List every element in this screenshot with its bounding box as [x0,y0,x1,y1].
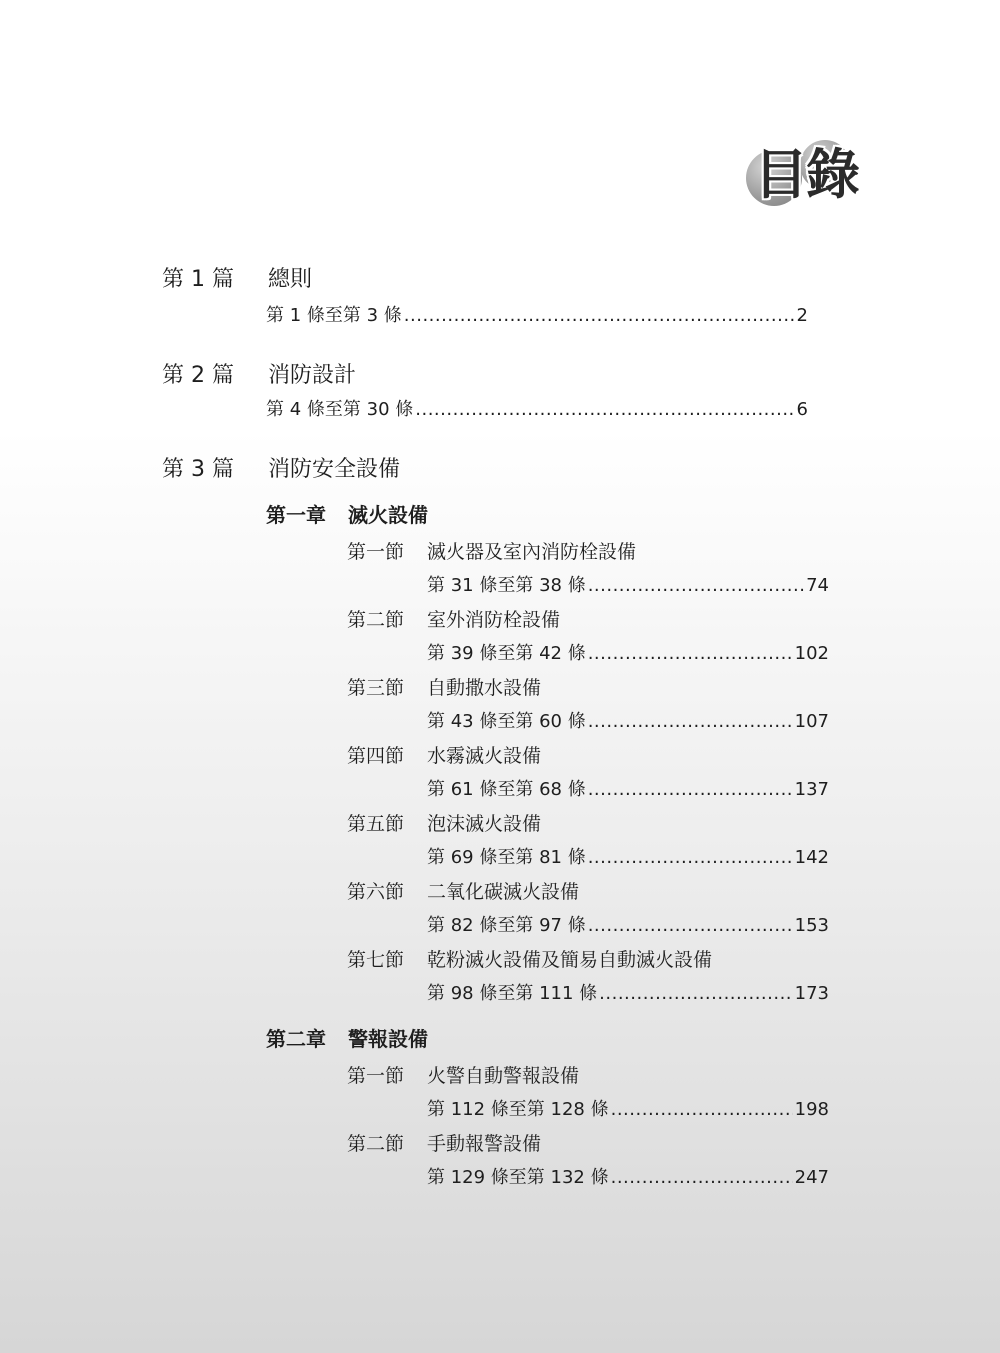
toc-entry-page: 6 [796,399,808,420]
chapter-2-title: 警報設備 [348,1027,428,1051]
section-title: 水霧滅火設備 [427,745,542,767]
leader-dots [415,398,794,422]
section-label: 第六節 [347,881,405,903]
section-title: 乾粉滅火設備及簡易自動滅火設備 [427,949,713,971]
part-1-title: 總則 [268,267,313,292]
toc-entry-section-2-1[interactable] [427,1098,829,1122]
chapter-2-heading [266,1026,428,1052]
chapter-2-label: 第二章 [266,1027,326,1051]
toc-entry-section-2-2[interactable] [427,1166,829,1190]
section-title: 自動撒水設備 [427,677,542,699]
section-title: 泡沫滅火設備 [427,813,542,835]
section-2-2-heading [347,1132,542,1156]
leader-dots [588,846,793,870]
leader-dots [611,1098,793,1122]
chapter-1-title: 滅火設備 [348,503,428,527]
section-title: 二氧化碳滅火設備 [427,881,580,903]
section-2-1-heading [347,1064,580,1088]
toc-entry-page: 153 [794,915,829,936]
toc-entry-part-1[interactable] [266,304,808,328]
toc-entry-text: 第 4 條至第 30 條 [266,399,414,420]
chapter-1-label: 第一章 [266,503,326,527]
toc-entry-text: 第 61 條至第 68 條 [427,779,586,800]
leader-dots [588,914,793,938]
part-3-title: 消防安全設備 [268,457,401,482]
leader-dots [611,1166,793,1190]
toc-entry-page: 74 [806,575,829,596]
toc-entry-text: 第 43 條至第 60 條 [427,711,586,732]
toc-entry-section-1-2[interactable] [427,642,829,666]
toc-entry-text: 第 69 條至第 81 條 [427,847,586,868]
section-label: 第一節 [347,541,405,563]
toc-entry-page: 142 [794,847,829,868]
toc-heading [746,140,876,210]
toc-entry-section-1-4[interactable] [427,778,829,802]
leader-dots [588,642,793,666]
toc-entry-page: 2 [796,305,808,326]
toc-entry-text: 第 39 條至第 42 條 [427,643,586,664]
leader-dots [588,710,793,734]
toc-entry-text: 第 31 條至第 38 條 [427,575,586,596]
section-label: 第一節 [347,1065,405,1087]
toc-entry-page: 198 [794,1099,829,1120]
section-1-1-heading [347,540,637,564]
toc-entry-section-1-7[interactable] [427,982,829,1006]
toc-heading-text: 目錄 [754,143,858,206]
toc-entry-text: 第 82 條至第 97 條 [427,915,586,936]
section-label: 第五節 [347,813,405,835]
toc-entry-part-2[interactable] [266,398,808,422]
part-1-label: 第 1 篇 [162,267,234,292]
leader-dots [588,574,804,598]
section-title: 滅火器及室內消防栓設備 [427,541,637,563]
toc-entry-page: 173 [794,983,829,1004]
section-1-7-heading [347,948,713,972]
part-2-label: 第 2 篇 [162,363,234,388]
toc-entry-section-1-5[interactable] [427,846,829,870]
part-3-label: 第 3 篇 [162,457,234,482]
section-label: 第七節 [347,949,405,971]
leader-dots [588,778,793,802]
section-label: 第二節 [347,1133,405,1155]
section-1-3-heading [347,676,542,700]
section-1-4-heading [347,744,542,768]
leader-dots [404,304,795,328]
toc-entry-page: 247 [794,1167,829,1188]
toc-entry-page: 137 [794,779,829,800]
toc-entry-section-1-3[interactable] [427,710,829,734]
toc-entry-page: 102 [794,643,829,664]
toc-entry-section-1-6[interactable] [427,914,829,938]
section-1-5-heading [347,812,542,836]
toc-entry-text: 第 129 條至第 132 條 [427,1167,609,1188]
part-2-title: 消防設計 [268,363,357,388]
toc-entry-page: 107 [794,711,829,732]
toc-entry-text: 第 98 條至第 111 條 [427,983,598,1004]
section-label: 第四節 [347,745,405,767]
section-1-2-heading [347,608,561,632]
section-1-6-heading [347,880,580,904]
section-title: 手動報警設備 [427,1133,542,1155]
toc-entry-text: 第 1 條至第 3 條 [266,305,402,326]
section-label: 第二節 [347,609,405,631]
toc-entry-section-1-1[interactable] [427,574,829,598]
section-label: 第三節 [347,677,405,699]
toc-entry-text: 第 112 條至第 128 條 [427,1099,609,1120]
section-title: 火警自動警報設備 [427,1065,580,1087]
leader-dots [599,982,792,1006]
chapter-1-heading [266,502,428,528]
section-title: 室外消防栓設備 [427,609,561,631]
